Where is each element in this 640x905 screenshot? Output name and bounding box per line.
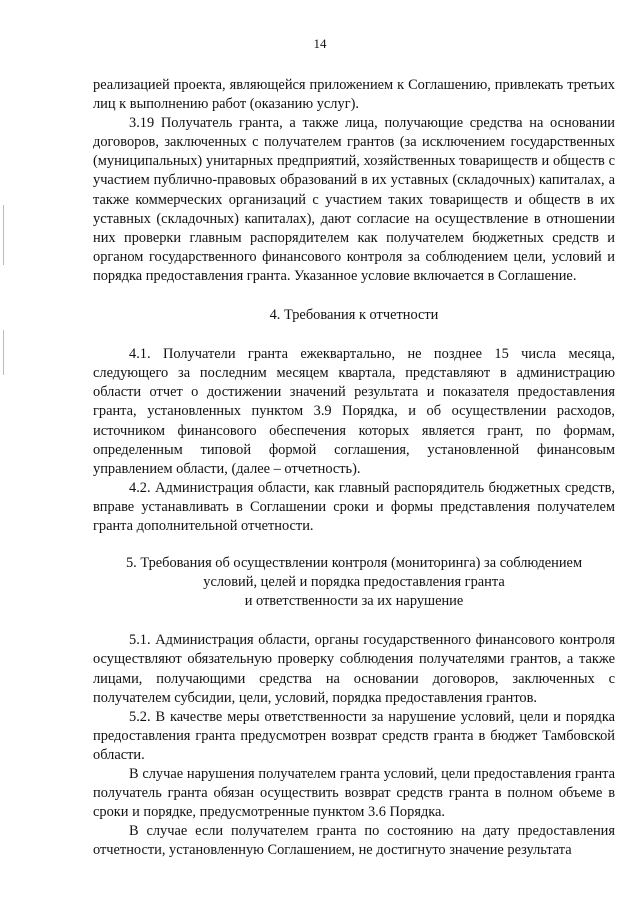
paragraph-4-2: 4.2. Администрация области, как главный распорядитель бюджетных средств, вправе устанавливать в Соглашении сроки и формы представления получателем гранта дополнительной отчетности. [93, 479, 615, 534]
scan-margin-mark [3, 205, 4, 265]
section-heading-4: 4. Требования к отчетности [269, 307, 439, 324]
paragraph-5-1: 5.1. Администрация области, органы государственного финансового контроля осуществляют обязательную проверку соблюдения получателями грантов, а также лицами, получающими средства на основании договоров, заключенных с получателем субсидии, цели, условий, порядка предоставления грантов. [93, 632, 615, 706]
section-heading-5 [93, 554, 615, 611]
scan-margin-mark [3, 330, 4, 375]
paragraph-violation: В случае нарушения получателем гранта условий, цели предоставления гранта получатель гранта обязан осуществить возврат средств гранта в полном объеме в сроки и порядке, предусмотренные пунктом 3.6 Порядка. [93, 766, 615, 821]
paragraph-5-2: 5.2. В качестве меры ответственности за нарушение условий, цели и порядка предоставления гранта предусмотрен возврат средств гранта в бюджет Тамбовской области. [93, 708, 615, 763]
section-heading-5-line3: и ответственности за их нарушение [244, 593, 464, 610]
paragraph-3-19: 3.19 Получатель гранта, а также лица, получающие средства на основании договоров, заключенных с получателем грантов (за исключением государственных (муниципальных) унитарных предприятий, хозяйственных товариществ и обществ с участием публично-правовых образований в их уставных (складочных) капиталах, а также коммерческих организаций с участием таких товариществ и обществ в их уставных (складочных) капиталах), дают согласие на осуществление в отношении них проверки главным распорядителем как получателем бюджетных средств и органом государственного финансового контроля за соблюдением цели, условий и порядка предоставления гранта. Указанное условие включается в Соглашение. [93, 115, 615, 284]
page-number: 14 [313, 36, 327, 51]
document-body [93, 76, 615, 860]
paragraph-4-1: 4.1. Получатели гранта ежеквартально, не позднее 15 числа месяца, следующего за последним месяцем квартала, представляют в администрацию области отчет о достижении значений результата и показателя предоставления гранта, установленных пунктом 3.9 Порядка, и об осуществлении расходов, источником финансового обеспечения которых является грант, по формам, определенным типовой формой соглашения, установленной финансовым управлением области, (далее – отчетность). [93, 346, 615, 477]
section-heading-5-line1: 5. Требования об осуществлении контроля (мониторинга) за соблюдением [125, 555, 583, 572]
section-heading-5-line2: условий, целей и порядка предоставления гранта [203, 574, 505, 591]
paragraph-result: В случае если получателем гранта по состоянию на дату предоставления отчетности, установленную Соглашением, не достигнуто значение результата [93, 823, 615, 859]
paragraph-intro: реализацией проекта, являющейся приложением к Соглашению, привлекать третьих лиц к выполнению работ (оказанию услуг). [93, 77, 615, 113]
